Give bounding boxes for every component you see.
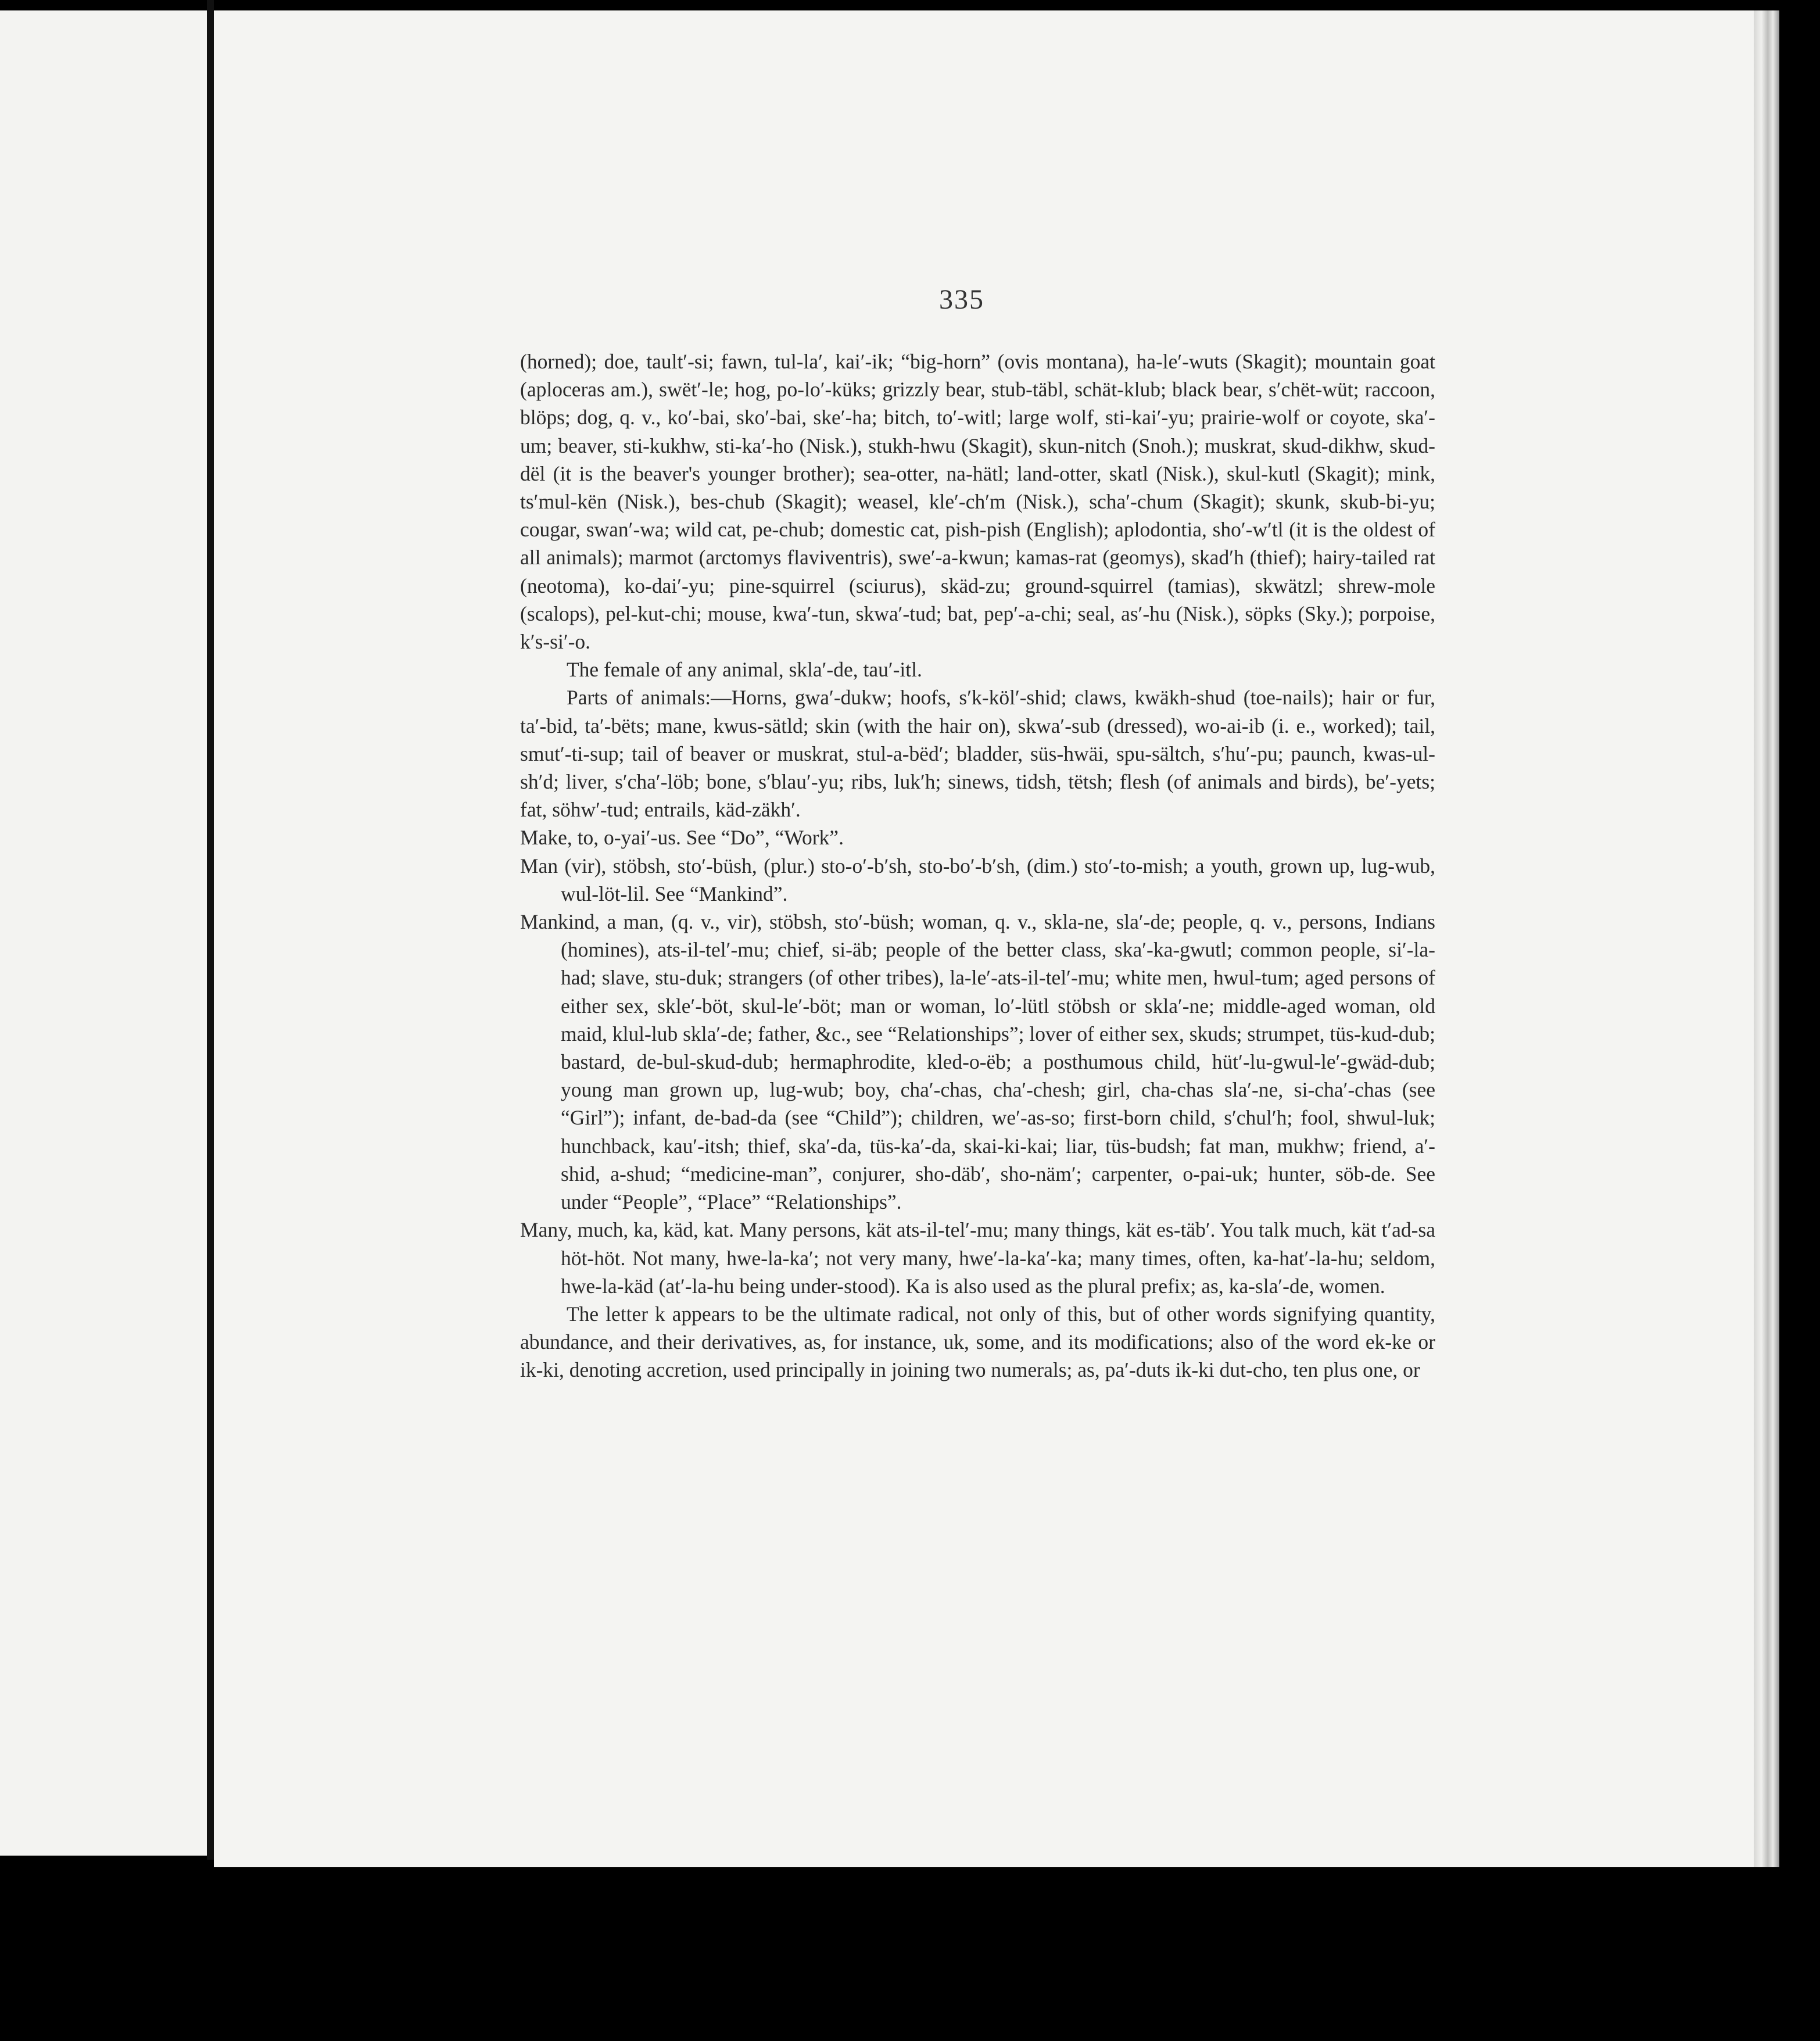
- entry-many: Many, much, ka, käd, kat. Many persons, kät ats-il-tel′-mu; many things, kät es-täb′. You talk much, kät t′ad-sa höt-höt. Not many, hwe-la-ka′; not very many, hwe′-la-ka′-ka; many times, often, ka-hat′-la-hu; seldom, hwe-la-käd (at′-la-hu being under-stood). Ka is also used as the plural prefix; as, ka-sla′-de, women.: [520, 1218, 1435, 1298]
- dictionary-text: [520, 348, 1435, 1384]
- entry-mankind: Mankind, a man, (q. v., vir), stöbsh, sto′-büsh; woman, q. v., skla-ne, sla′-de; people, q. v., persons, Indians (homines), ats-il-tel′-mu; chief, si-äb; people of the better class, ska′-ka-gwutl; common people, si′-la-had; slave, stu-duk; strangers (of other tribes), la-le′-ats-il-tel′-mu; white men, hwul-tum; aged persons of either sex, skle′-böt, skul-le′-böt; man or woman, lo′-lütl stöbsh or skla′-ne; middle-aged woman, old maid, klul-lub skla′-de; father, &c., see “Relationships”; lover of either sex, skuds; strumpet, tüs-kud-dub; bastard, de-bul-skud-dub; hermaphrodite, kled-o-ëb; a posthumous child, hüt′-lu-gwul-le′-gwäd-dub; young man grown up, lug-wub; boy, cha′-chas, cha′-chesh; girl, cha-chas sla′-ne, si-cha′-chas (see “Girl”); infant, de-bad-da (see “Child”); children, we′-as-so; first-born child, s′chul′h; fool, shwul-luk; hunchback, kau′-itsh; thief, ska′-da, tüs-ka′-da, skai-ki-kai; liar, tüs-budsh; fat man, mukhw; friend, a′-shid, a-shud; “medicine-man”, conjurer, sho-däb′, sho-näm′; carpenter, o-pai-uk; hunter, söb-de. See under “People”, “Place” “Relationships”.: [520, 910, 1435, 1214]
- paragraph-letter-k: The letter k appears to be the ultimate radical, not only of this, but of other words signifying quantity, abundance, and their derivatives, as, for instance, uk, some, and its modifications; also of the word ek-ke or ik-ki, denoting accretion, used principally in joining two numerals; as, pa′-duts ik-ki dut-cho, ten plus one, or: [520, 1302, 1435, 1382]
- facing-page-edge: [0, 10, 207, 1856]
- page-stack-edge: [1754, 10, 1779, 1867]
- paragraph-animals-continued: (horned); doe, tault′-si; fawn, tul-la′, kai′-ik; “big-horn” (ovis montana), ha-le′-wuts (Skagit); mountain goat (aploceras am.), swët′-le; hog, po-lo′-küks; grizzly bear, stub-täbl, schät-klub; black bear, s′chët-wüt; raccoon, blöps; dog, q. v., ko′-bai, sko′-bai, ske′-ha; bitch, to′-witl; large wolf, sti-kai′-yu; prairie-wolf or coyote, ska′-um; beaver, sti-kukhw, sti-ka′-ho (Nisk.), stukh-hwu (Skagit), skun-nitch (Snoh.); muskrat, skud-dikhw, skud-dël (it is the beaver's younger brother); sea-otter, na-hätl; land-otter, skatl (Nisk.), skul-kutl (Skagit); mink, ts′mul-kën (Nisk.), bes-chub (Skagit); weasel, kle′-ch′m (Nisk.), scha′-chum (Skagit); skunk, skub-bi-yu; cougar, swan′-wa; wild cat, pe-chub; domestic cat, pish-pish (English); aplodontia, sho′-w′tl (it is the oldest of all animals); marmot (arctomys flaviventris), swe′-a-kwun; kamas-rat (geomys), skad′h (thief); hairy-tailed rat (neotoma), ko-dai′-yu; pine-squirrel (sciurus), skäd-zu; ground-squirrel (tamias), skwätzl; shrew-mole (scalops), pel-kut-chi; mouse, kwa′-tun, skwa′-tud; bat, pep′-a-chi; seal, as′-hu (Nisk.), söpks (Sky.); porpoise, k′s-si′-o.: [520, 350, 1435, 654]
- paragraph-female-animal: The female of any animal, skla′-de, tau′-itl.: [567, 658, 922, 682]
- book-gutter: [207, 0, 214, 1860]
- entry-make: Make, to, o-yai′-us. See “Do”, “Work”.: [520, 826, 844, 850]
- entry-man: Man (vir), stöbsh, sto′-büsh, (plur.) sto-o′-b′sh, sto-bo′-b′sh, (dim.) sto′-to-mish; a youth, grown up, lug-wub, wul-löt-lil. See “Mankind”.: [520, 854, 1435, 905]
- page-number: 335: [939, 284, 984, 315]
- paragraph-parts-of-animals: Parts of animals:—Horns, gwa′-dukw; hoofs, s′k-köl′-shid; claws, kwäkh-shud (toe-nails); hair or fur, ta′-bid, ta′-bëts; mane, kwus-sätld; skin (with the hair on), skwa′-sub (dressed), wo-ai-ib (i. e., worked); tail, smut′-ti-sup; tail of beaver or muskrat, stul-a-bëd′; bladder, süs-hwäi, spu-sältch, s′hu′-pu; paunch, kwas-ul-sh′d; liver, s′cha′-löb; bone, s′blau′-yu; ribs, luk′h; sinews, tidsh, tëtsh; flesh (of animals and birds), be′-yets; fat, söhw′-tud; entrails, käd-zäkh′.: [520, 686, 1435, 822]
